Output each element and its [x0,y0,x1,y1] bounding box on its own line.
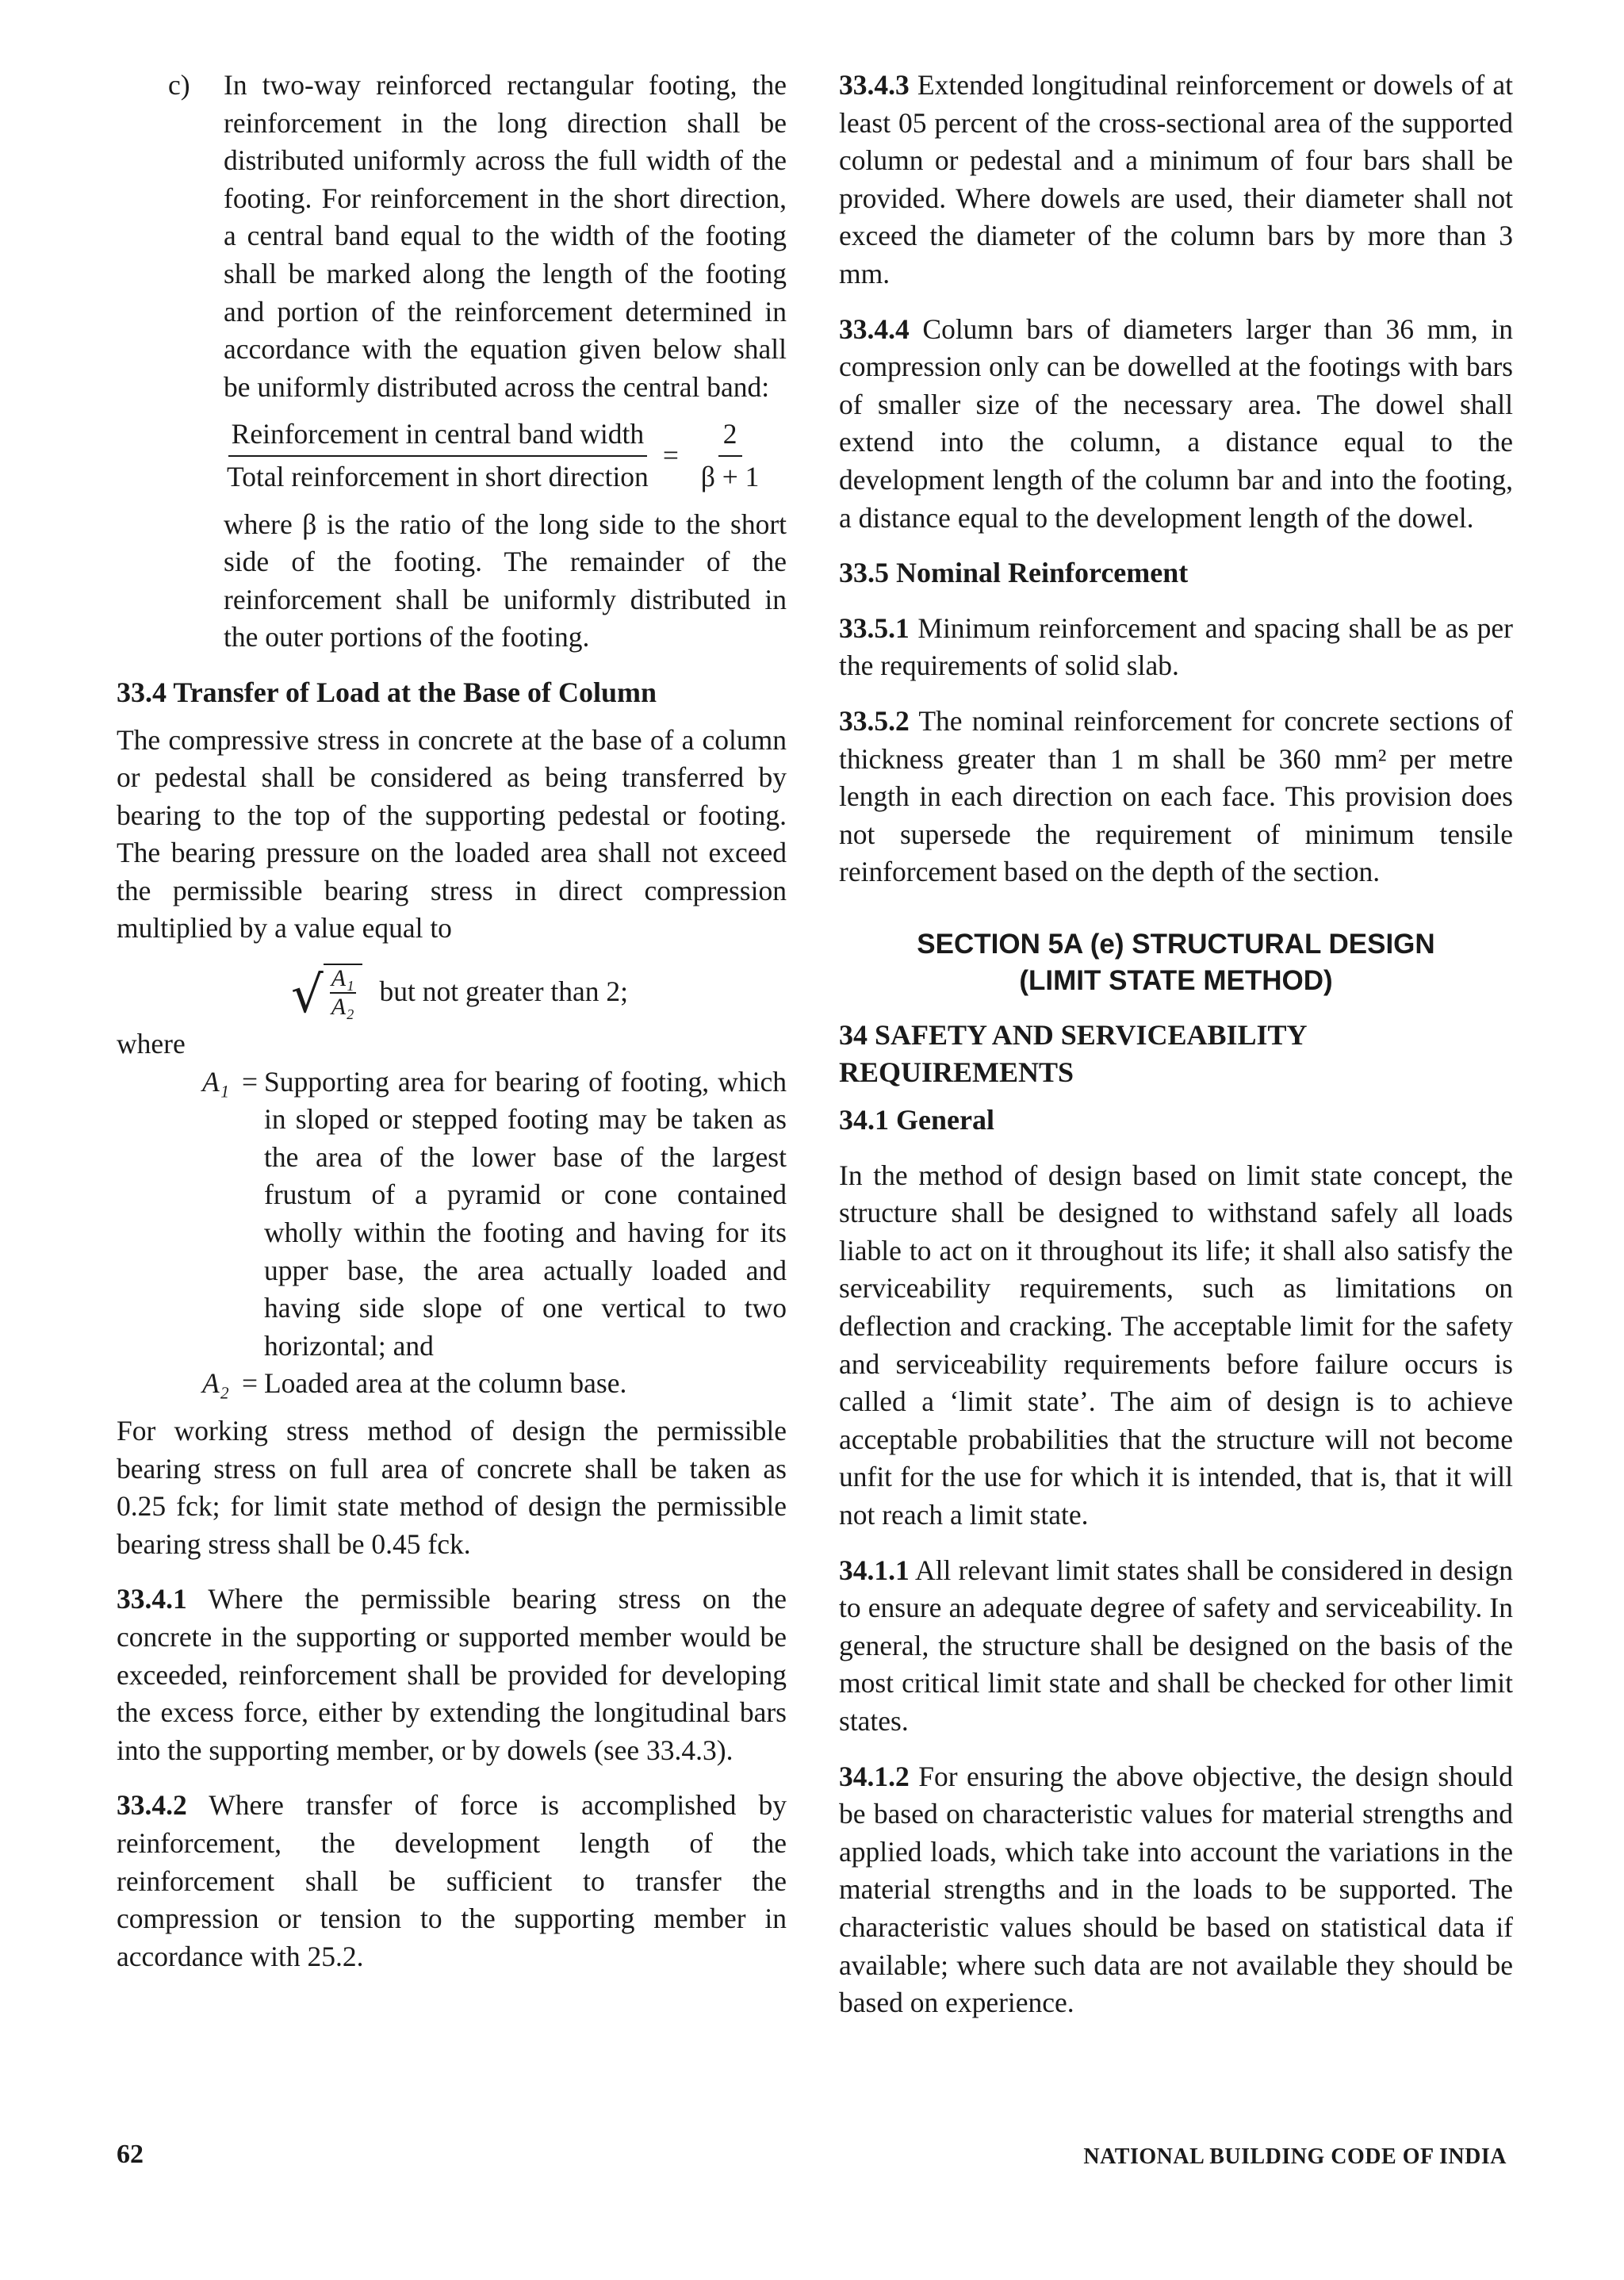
heading-33-5: 33.5 Nominal Reinforcement [839,557,1189,589]
equation-numerator: Reinforcement in central band width [228,416,648,457]
clause-33-5-1: 33.5.1 Minimum reinforcement and spacing shall be as per the requirements of solid slab. [839,611,1513,682]
heading-33-4: 33.4 Transfer of Load at the Base of Column [117,676,657,708]
radical-symbol: √ [291,966,324,1025]
equation-numerator: 2 [718,416,742,457]
clause-33-4-2: 33.4.2 Where transfer of force is accomplished by reinforcement, the development length of the reinforcement shall be sufficient to transfer the compression or tension to the supporting member in accordance with 25.2. [117,1789,787,1972]
right-column [839,67,1513,2022]
definition-a1: A₁ = Supporting area for bearing of footing, which in sloped or stepped footing may be taken as the area of the lower base of the largest frustum of a pyramid or cone contained wholly within the footing and having for its upper base, the area actually loaded and having side slope of one vertical to two horizontal; and [117,1063,787,1366]
sqrt-ratio-formula [291,964,787,1025]
paragraph: In the method of design based on limit state concept, the structure shall be designed to withstand safely all loads liable to act on it throughout its life; it shall also satisfy the serviceability requirements, such as limitations on deflection and cracking. The acceptable limit for the safety and serviceability requirements before failure occurs is called a ‘limit state’. The aim of design is to achieve acceptable probabilities that the structure will not become unfit for the use for which it is intended, that is, that it will not reach a limit state. [839,1159,1513,1531]
formula-numerator: A₁ [330,965,356,994]
clause-33-4-1: 33.4.1 Where the permissible bearing stress on the concrete in the supporting or supported member would be exceeded, reinforcement shall be provided for developing the excess force, either by extending the longitudinal bars into the supporting member, or by dowels (see 33.4.3). [117,1583,787,1766]
heading-34: 34 SAFETY AND SERVICEABILITY REQUIREMENTS [839,1018,1307,1089]
clause-34-1-2: 34.1.2 For ensuring the above objective, the design should be based on characteristic values for material strengths and applied loads, which take into account the variations in the material strengths and in the loads to be supported. The characteristic values should be based on statistical data if available; where such data are not available they should be based on experience. [839,1760,1514,2019]
list-item-c [117,67,787,406]
formula-denominator: A₂ [331,994,354,1021]
equation-denominator: β + 1 [700,460,760,492]
clause-33-4-4: 33.4.4 Column bars of diameters larger than 36 mm, in compression only can be dowelled at the footings with bars of smaller size of the necessary area. The dowel shall extend into the column, a distance equal to the development length of the column bar and into the footing, a distance equal to the development length of the dowel. [839,312,1514,534]
definition-text: Supporting area for bearing of footing, which in sloped or stepped footing may be taken as the area of the lower base of the largest frustum of a pyramid or cone contained wholly within the footing and having for its upper base, the area actually loaded and having side slope of one vertical to two horizontal; and [264,1065,787,1362]
equation-denominator: Total reinforcement in short direction [227,460,649,492]
section-title: SECTION 5A (e) STRUCTURAL DESIGN (LIMIT STATE METHOD) [917,928,1435,996]
formula-text: but not greater than 2; [379,975,629,1008]
clause-34-1-1: 34.1.1 All relevant limit states shall be considered in design to ensure an adequate degree of safety and serviceability. In general, the structure shall be designed on the basis of the most critical limit state and shall be checked for other limit states. [839,1554,1513,1737]
clause-33-4-3: 33.4.3 Extended longitudinal reinforcement or dowels of at least 05 percent of the cross-sectional area of the supported column or pedestal and a minimum of four bars shall be provided. Where dowels are used, their diameter shall not exceed the diameter of the column bars by more than 3 mm. [839,69,1513,289]
publication-title: NATIONAL BUILDING CODE OF INDIA [1083,2144,1507,2169]
heading-34-1: 34.1 General [839,1104,994,1136]
paragraph: In two-way reinforced rectangular footing, the reinforcement in the long direction shall be distributed uniformly across the full width of the footing. For reinforcement in the short direction, a central band equal to the width of the footing shall be marked along the length of the footing and portion of the reinforcement determined in accordance with the equation given below shall be uniformly distributed across the central band: [224,69,787,403]
left-column [117,67,787,1975]
paragraph: For working stress method of design the permissible bearing stress on full area of concrete shall be taken as 0.25 fck; for limit state method of design the permissible bearing stress shall be 0.45 fck. [117,1415,787,1560]
paragraph: The compressive stress in concrete at the base of a column or pedestal shall be considered as being transferred by bearing to the top of the supporting pedestal or footing. The bearing pressure on the loaded area shall not exceed the permissible bearing stress in direct compression multiplied by a value equal to [117,723,787,945]
definition-text: Loaded area at the column base. [264,1367,627,1400]
definition-a2: A₂ = Loaded area at the column base. [117,1365,787,1403]
where-label: where [117,1028,186,1060]
clause-33-5-2: 33.5.2 The nominal reinforcement for concrete sections of thickness greater than 1 m shall be 360 mm² per metre length in each direction on each face. This provision does not supersede the requirement of minimum tensile reinforcement based on the depth of the section. [839,704,1513,888]
symbol: A₁ [201,1065,229,1098]
definitions [117,1063,787,1403]
list-label: c) [168,69,190,101]
paragraph: where β is the ratio of the long side to the short side of the footing. The remainder of the reinforcement shall be uniformly distributed in the outer portions of the footing. [224,508,787,653]
symbol: A₂ [201,1367,229,1400]
central-band-equation [224,416,787,496]
page-number: 62 [117,2140,144,2169]
equals-sign: = [662,439,679,472]
